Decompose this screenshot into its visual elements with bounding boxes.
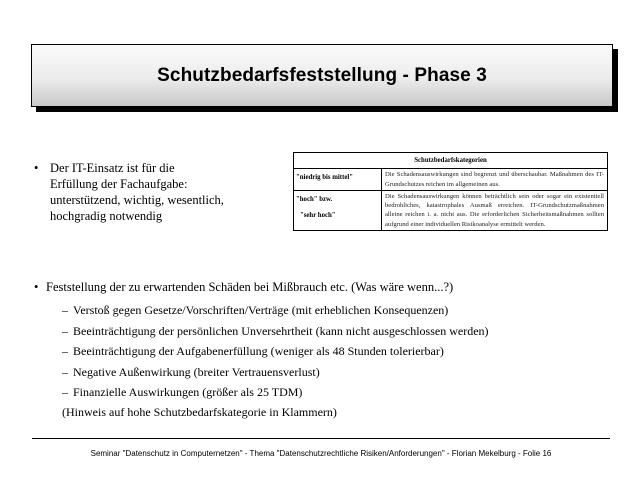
intro-line: Der IT-Einsatz ist für die — [50, 161, 175, 175]
damage-list — [34, 300, 624, 403]
table-row — [294, 169, 608, 191]
dash-icon: – — [62, 303, 68, 317]
category-cell — [294, 190, 382, 230]
bullet-icon: • — [34, 280, 39, 294]
title-box — [31, 44, 613, 107]
table-header: Schutzbedarfskategorien — [294, 153, 608, 169]
category-cell — [294, 169, 382, 191]
list-item-text: Negative Außenwirkung (breiter Vertrauensverlust) — [73, 364, 320, 379]
intro-line: Erfüllung der Fachaufgabe: — [50, 177, 188, 191]
description-cell: Die Schadensauswirkungen sind begrenzt und überschaubar. Maßnahmen des IT-Grundschutzes reichen im allgemeinen aus. — [382, 169, 608, 191]
dash-icon: – — [62, 385, 68, 399]
main-bullet-text: Feststellung der zu erwartenden Schäden bei Mißbrauch etc. (Was wäre wenn...?) — [46, 280, 454, 294]
intro-line: unterstützend, wichtig, wesentlich, — [50, 193, 224, 207]
list-item-text: Beeinträchtigung der persönlichen Unversehrtheit (kann nicht ausgeschlossen werden) — [73, 323, 489, 338]
intro-bullet — [34, 160, 284, 224]
list-item — [62, 300, 624, 321]
footer-divider — [32, 438, 610, 439]
list-item-text: Beeinträchtigung der Aufgabenerfüllung (weniger als 48 Stunden tolerierbar) — [73, 344, 444, 358]
dash-icon: – — [62, 323, 68, 338]
dash-icon: – — [62, 364, 68, 379]
bullet-icon: • — [34, 161, 39, 175]
protection-category-table — [293, 152, 608, 231]
intro-line: hochgradig notwendig — [50, 209, 163, 223]
description-cell: Die Schadensauswirkungen können beträchtlich sein oder sogar ein existentiell bedrohliches, katastrophales Ausmaß erreichen. IT-Grundschutzmaßnahmen alleine reichen i. a. nicht aus. Die erforderlichen Sicherheitsmaßnahmen sollten aufgrund einer individuellen Risikoanalyse ermittelt werden. — [382, 190, 608, 230]
category-label: "niedrig bis mittel" — [296, 174, 354, 182]
list-item-text: Finanzielle Auswirkungen (größer als 25 TDM) — [73, 385, 303, 399]
category-note: (Hinweis auf hohe Schutzbedarfskategorie in Klammern) — [62, 404, 337, 419]
list-item-text: Verstoß gegen Gesetze/Vorschriften/Verträge (mit erheblichen Konsequenzen) — [73, 303, 449, 317]
list-item — [62, 321, 624, 342]
slide-footer: Seminar "Datenschutz in Computernetzen" - Thema "Datenschutzrechtliche Risiken/Anforderungen" - Florian Mekelburg - Folie 16 — [90, 449, 552, 458]
category-label: "hoch" bzw. — [296, 195, 333, 203]
main-bullet — [34, 279, 624, 421]
list-item — [62, 341, 624, 362]
list-item — [62, 382, 624, 403]
dash-icon: – — [62, 344, 68, 358]
table-row — [294, 190, 608, 230]
category-sub-label: "sehr hoch" — [300, 212, 336, 220]
slide-title: Schutzbedarfsfeststellung - Phase 3 — [157, 64, 487, 86]
list-item — [62, 362, 624, 383]
